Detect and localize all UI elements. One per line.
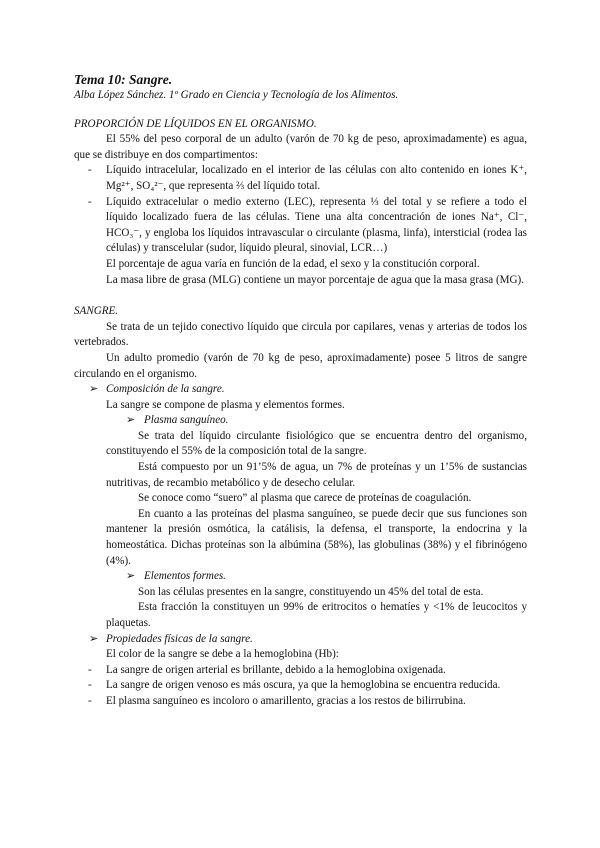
paragraph: El 55% del peso corporal de un adulto (varón de 70 kg de peso, aproximadamente) es agua, que se distribuye en dos compartimentos: [74, 133, 527, 161]
paragraph: Está compuesto por un 91’5% de agua, un 7% de proteínas y un 1’5% de sustancias nutritivas, de recambio metabólico y de desecho celular. [106, 461, 527, 489]
paragraph: Se conoce como “suero” al plasma que carece de proteínas de coagulación. [138, 492, 472, 505]
document-subtitle: Alba López Sánchez. 1º Grado en Ciencia y Tecnología de los Alimentos. [74, 89, 399, 101]
list-item: - Líquido extracelular o medio externo (LEC), representa ⅓ del total y se refiere a todo el líquido localizado fuera de las células. Tiene una alta concentración de iones Na⁺, Cl⁻, HCO₃⁻, y engloba los líquidos intravascular o circulante (plasma, linfa), intersticial (rodea las células) y transcelular (sudor, líquido pleural, sinovial, LCR…) [88, 195, 527, 255]
dash-bullet: - [88, 663, 92, 676]
dash-bullet: - [88, 164, 92, 177]
list-compartimentos [74, 163, 527, 257]
subheading-plasma: ➢ Plasma sanguíneo. [74, 413, 527, 429]
list-item: - La sangre de origen arterial es brillante, debido a la hemoglobina oxigenada. [74, 663, 527, 679]
dash-bullet: - [88, 694, 92, 707]
paragraph: Un adulto promedio (varón de 70 kg de peso, aproximadamente) posee 5 litros de sangre circulando en el organismo. [74, 351, 527, 380]
dash-bullet: - [88, 195, 92, 208]
subheading-elementos-formes: ➢ Elementos formes. [74, 569, 527, 585]
paragraph: La sangre se compone de plasma y elementos formes. [106, 398, 345, 411]
list-item: - Líquido intracelular, localizado en el interior de las células con alto contenido en iones K⁺, Mg²⁺, SO₄²⁻, que representa ⅔ del líquido total. [88, 164, 527, 192]
list-propiedades [74, 663, 527, 710]
arrow-bullet-icon: ➢ [89, 383, 99, 396]
paragraph: Esta fracción la constituyen un 99% de eritrocitos o hematíes y <1% de leucocitos y plaquetas. [106, 601, 527, 629]
paragraph: En cuanto a las proteínas del plasma sanguíneo, se puede decir que sus funciones son mantener la presión osmótica, la catálisis, la defensa, el transporte, la endocrina y la homeostática. Dichas proteínas son la albúmina (58%), las globulinas (38%) y el fibrinógeno (4%). [106, 507, 527, 567]
paragraph: El color de la sangre se debe a la hemoglobina (Hb): [106, 648, 339, 661]
subheading-propiedades: ➢ Propiedades físicas de la sangre. [74, 632, 527, 648]
paragraph: Se trata de un tejido conectivo líquido que circula por capilares, venas y arterias de todos los vertebrados. [74, 320, 527, 349]
arrow-bullet-icon: ➢ [126, 414, 136, 427]
formes-block [74, 585, 527, 632]
paragraph: La masa libre de grasa (MLG) contiene un mayor porcentaje de agua que la masa grasa (MG). [106, 273, 524, 286]
section-heading-proporcion: PROPORCIÓN DE LÍQUIDOS EN EL ORGANISMO. [74, 117, 317, 130]
arrow-bullet-icon: ➢ [126, 570, 136, 583]
plasma-block [74, 429, 527, 569]
dash-bullet: - [88, 679, 92, 692]
paragraph: Son las células presentes en la sangre, constituyendo un 45% del total de esta. [138, 585, 484, 598]
section-heading-sangre: SANGRE. [74, 305, 119, 318]
paragraph: El porcentaje de agua varía en función de la edad, el sexo y la constitución corporal. [106, 257, 480, 270]
subheading-composicion: ➢ Composición de la sangre. [74, 382, 527, 398]
paragraph: Se trata del líquido circulante fisiológico que se encuentra dentro del organismo, constituyendo el 55% de la composición total de la sangre. [106, 429, 527, 458]
arrow-bullet-icon: ➢ [89, 632, 99, 645]
list-item: - El plasma sanguíneo es incoloro o amarillento, gracias a los restos de bilirrubina. [74, 694, 527, 710]
list-item: - La sangre de origen venoso es más oscura, ya que la hemoglobina se encuentra reducida. [74, 678, 527, 694]
document-body [74, 71, 527, 710]
document-title: Tema 10: Sangre. [74, 72, 173, 87]
